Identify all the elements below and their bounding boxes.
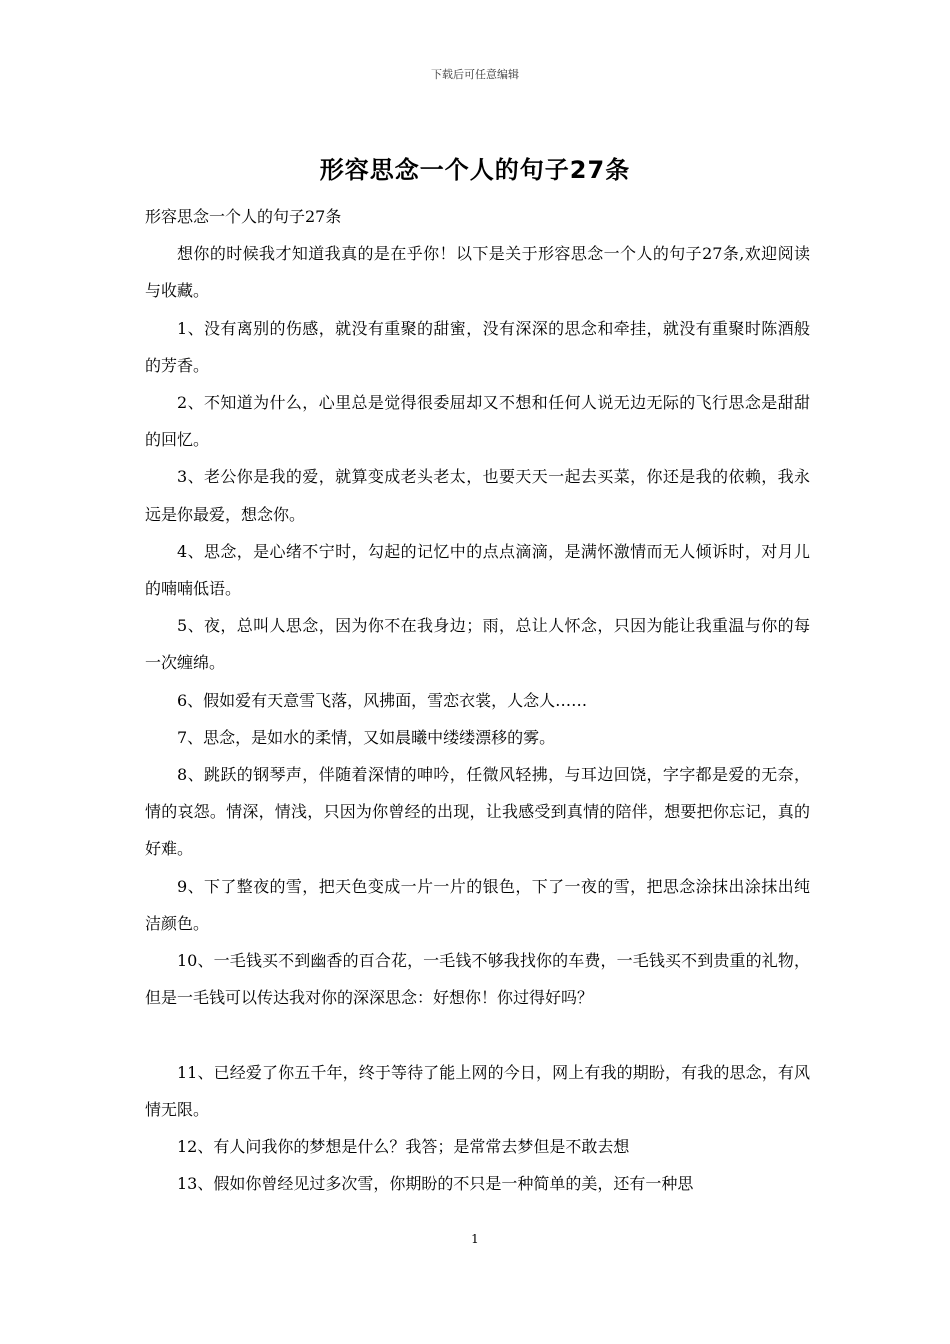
intro-paragraph: 想你的时候我才知道我真的是在乎你！以下是关于形容思念一个人的句子27条,欢迎阅读与收藏。	[145, 244, 810, 301]
list-item: 11、已经爱了你五千年，终于等待了能上网的今日，网上有我的期盼，有我的思念，有风情无限。	[145, 1062, 810, 1119]
list-item: 6、假如爱有天意雪飞落，风拂面，雪恋衣裳，人念人……	[177, 690, 588, 710]
list-item: 13、假如你曾经见过多次雪，你期盼的不只是一种简单的美，还有一种思	[177, 1174, 694, 1194]
document-subtitle: 形容思念一个人的句子27条	[145, 207, 342, 226]
list-item: 4、思念，是心绪不宁时，勾起的记忆中的点点滴滴，是满怀激情而无人倾诉时，对月儿的喃喃低语。	[145, 541, 810, 599]
list-item: 8、跳跃的钢琴声，伴随着深情的呻吟，任微风轻拂，与耳边回饶，字字都是爱的无奈，情的哀怨。情深，情浅，只因为你曾经的出现，让我感受到真情的陪伴，想要把你忘记，真的好难。	[145, 765, 810, 859]
document-title: 形容思念一个人的句子27条	[319, 156, 631, 184]
list-item: 5、夜，总叫人思念，因为你不在我身边；雨，总让人怀念，只因为能让我重温与你的每一次缠绵。	[145, 616, 810, 673]
list-item: 9、下了整夜的雪，把天色变成一片一片的银色，下了一夜的雪，把思念涂抹出涂抹出纯洁颜色。	[145, 876, 810, 933]
page-header-note: 下载后可任意编辑	[431, 68, 519, 81]
list-item: 3、老公你是我的爱，就算变成老头老太，也要天天一起去买菜，你还是我的依赖，我永远是你最爱，想念你。	[145, 467, 810, 524]
list-item: 2、不知道为什么，心里总是觉得很委屈却又不想和任何人说无边无际的飞行思念是甜甜的回忆。	[145, 393, 810, 450]
page-number: 1	[471, 1232, 479, 1246]
list-item: 12、有人问我你的梦想是什么？我答；是常常去梦但是不敢去想	[177, 1137, 630, 1157]
list-item: 1、没有离别的伤感，就没有重聚的甜蜜，没有深深的思念和牵挂，就没有重聚时陈酒般的芳香。	[145, 318, 810, 375]
list-item: 7、思念，是如水的柔情，又如晨曦中缕缕漂移的雾。	[177, 727, 556, 747]
paragraph-spacer	[145, 1016, 810, 1053]
list-item: 10、一毛钱买不到幽香的百合花，一毛钱不够我找你的车费，一毛钱买不到贵重的礼物，但是一毛钱可以传达我对你的深深思念：好想你！你过得好吗？	[145, 951, 810, 1008]
document-body	[145, 198, 810, 1202]
